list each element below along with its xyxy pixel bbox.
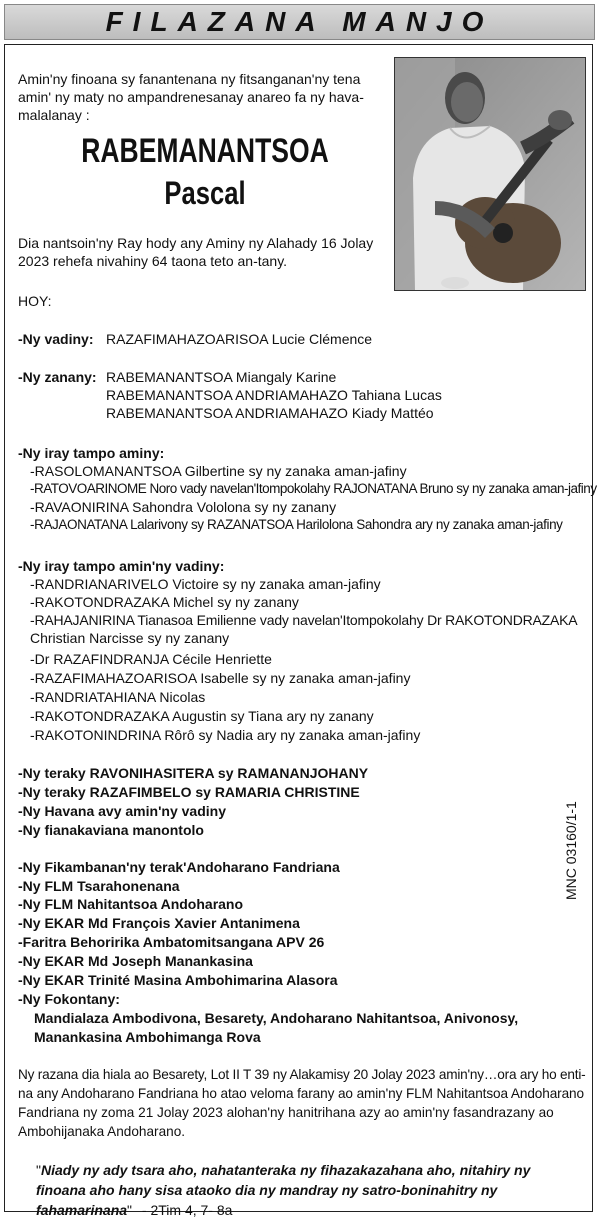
fikambanana-item: -Ny EKAR Trinité Masina Ambohimarina Alasora bbox=[18, 972, 338, 988]
zanany-label: -Ny zanany: bbox=[18, 369, 97, 385]
teraky-item: -Ny teraky RAZAFIMBELO sy RAMARIA CHRISTINE bbox=[18, 784, 360, 800]
iray-tampo-vadiny-item: -RAKOTONINDRINA Rôrô sy Nadia ary ny zanaka aman-jafiny bbox=[30, 727, 421, 743]
zanany-item: RABEMANANTSOA ANDRIAMAHAZO Tahiana Lucas bbox=[106, 387, 442, 403]
teraky-item: -Ny fianakaviana manontolo bbox=[18, 822, 204, 838]
iray-tampo-vadiny-item: -RAKOTONDRAZAKA Augustin sy Tiana ary ny zanany bbox=[30, 708, 374, 724]
death-notice: Dia nantsoin'ny Ray hody any Aminy ny Alahady 16 Jolay 2023 rehefa nivahiny 64 taona teto an-tany. bbox=[18, 235, 374, 269]
fikambanana-item: -Ny EKAR Md Joseph Manankasina bbox=[18, 953, 253, 969]
funeral-line: Ambohijanaka Andoharano. bbox=[18, 1124, 186, 1139]
deceased-photo bbox=[394, 57, 586, 291]
iray-tampo-vadiny-item: -RAHAJANIRINA Tianasoa Emilienne vady navelan'Itompokolahy Dr RAKOTONDRAZAKA bbox=[30, 612, 578, 628]
iray-tampo-aminy-item: -RASOLOMANANTSOA Gilbertine sy ny zanaka aman-jafiny bbox=[30, 463, 407, 479]
fikambanana-item: -Ny Fokontany: bbox=[18, 991, 120, 1007]
funeral-line: Ny razana dia hiala ao Besarety, Lot II T 39 ny Alakamisy 20 Jolay 2023 amin'ny…ora ary ho enti- bbox=[18, 1067, 586, 1082]
iray-tampo-aminy-item: -RAVAONIRINA Sahondra Vololona sy ny zanany bbox=[30, 499, 337, 515]
fikambanana-item: -Ny FLM Tsarahonenana bbox=[18, 878, 180, 894]
iray-tampo-vadiny-item: -RANDRIATAHIANA Nicolas bbox=[30, 689, 206, 705]
photo-image bbox=[395, 58, 585, 290]
iray-tampo-vadiny-item: -RAZAFIMAHAZOARISOA Isabelle sy ny zanaka aman-jafiny bbox=[30, 670, 411, 686]
vadiny-name: RAZAFIMAHAZOARISOA Lucie Clémence bbox=[106, 331, 373, 347]
funeral-line: na any Andoharano Fandriana ho atao veloma farany ao amin'ny FLM Nahitantsoa Andoharano bbox=[18, 1086, 584, 1101]
iray-tampo-aminy-label: -Ny iray tampo aminy: bbox=[18, 445, 165, 461]
fikambanana-item: -Ny Fikambanan'ny terak'Andoharano Fandriana bbox=[18, 859, 340, 875]
fikambanana-item: -Faritra Behoririka Ambatomitsangana APV 26 bbox=[18, 934, 325, 950]
teraky-item: -Ny teraky RAVONIHASITERA sy RAMANANJOHANY bbox=[18, 765, 369, 781]
reference-code: MNC 03160/1-1 bbox=[563, 801, 579, 900]
intro-text: Amin'ny finoana sy fanantenana ny fitsanganan'ny tena amin' ny maty no ampandrenesanay anareo fa ny hava-malalanay : bbox=[18, 71, 364, 123]
deceased-first-name: Pascal bbox=[164, 175, 246, 211]
iray-tampo-vadiny-label: -Ny iray tampo amin'ny vadiny: bbox=[18, 558, 225, 574]
vadiny-label: -Ny vadiny: bbox=[18, 331, 94, 347]
zanany-item: RABEMANANTSOA ANDRIAMAHAZO Kiady Mattéo bbox=[106, 405, 434, 421]
zanany-item: RABEMANANTSOA Miangaly Karine bbox=[106, 369, 337, 385]
quote-open-mark: " bbox=[36, 1162, 41, 1178]
funeral-line: Fandriana ny zoma 21 Jolay 2023 alohan'ny hanitrihana azy ao amin'ny fasandrazany ao bbox=[18, 1105, 554, 1120]
iray-tampo-aminy-item: -RAJAONATANA Lalarivony sy RAZANATSOA Harilolona Sahondra ary ny zanaka aman-jafiny bbox=[30, 517, 563, 532]
hoy-label: HOY: bbox=[18, 293, 52, 309]
teraky-item: -Ny Havana avy amin'ny vadiny bbox=[18, 803, 226, 819]
quote-text: Niady ny ady tsara aho, nahatanteraka ny fihazakazahana aho, nitahiry ny finoana aho hany sisa ataoko dia ny mandray ny satro-boninahitry ny fahamarinana bbox=[36, 1162, 531, 1218]
fokontany-line: Manankasina Ambohimanga Rova bbox=[34, 1029, 261, 1045]
iray-tampo-vadiny-item: Christian Narcisse sy ny zanany bbox=[30, 630, 230, 646]
fikambanana-item: -Ny EKAR Md François Xavier Antanimena bbox=[18, 915, 300, 931]
header-banner bbox=[4, 4, 595, 40]
header-title: FILAZANA MANJO bbox=[105, 6, 494, 37]
fokontany-line: Mandialaza Ambodivona, Besarety, Andoharano Nahitantsoa, Anivonosy, bbox=[34, 1010, 519, 1026]
iray-tampo-vadiny-item: -RANDRIANARIVELO Victoire sy ny zanaka aman-jafiny bbox=[30, 576, 381, 592]
deceased-surname: RABEMANANTSOA bbox=[81, 132, 329, 170]
bible-quote bbox=[36, 1160, 584, 1220]
quote-close-mark: " bbox=[127, 1202, 133, 1218]
quote-reference: - 2Tim 4, 7- 8a bbox=[141, 1202, 233, 1218]
iray-tampo-aminy-item: -RATOVOARINOME Noro vady navelan'Itompokolahy RAJONATANA Bruno sy ny zanaka aman-jafiny bbox=[30, 481, 597, 496]
fikambanana-item: -Ny FLM Nahitantsoa Andoharano bbox=[18, 896, 244, 912]
iray-tampo-vadiny-item: -Dr RAZAFINDRANJA Cécile Henriette bbox=[30, 651, 272, 667]
iray-tampo-vadiny-item: -RAKOTONDRAZAKA Michel sy ny zanany bbox=[30, 594, 299, 610]
